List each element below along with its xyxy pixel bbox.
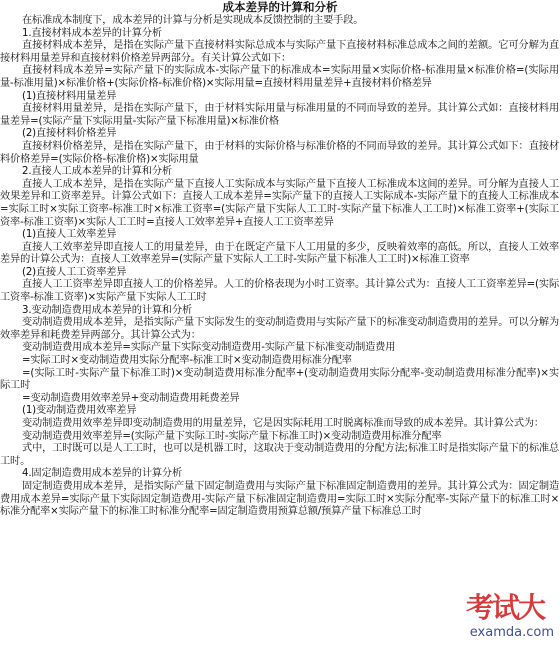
formula-variable-overhead-2: =实际工时×变动制造费用实际分配率-标准工时×变动制造费用标准分配率 bbox=[22, 355, 352, 367]
formula-variable-overhead-4: =变动制造费用效率差异+变动制造费用耗费差异 bbox=[22, 392, 240, 404]
paragraph-labor-rate: 直接人工工资率差异即直接人工的价格差异。人工的价格表现为小时工资率。其计算公式为：直接人工工资率差异=(实际工资率-标准工资率)×实际产量下实际人工工时 bbox=[0, 279, 559, 304]
section-heading-labor: 2.直接人工成本差异的计算和分析 bbox=[22, 166, 172, 178]
paragraph-material-quantity: 直接材料用量差异，是指在实际产量下，由于材料实际用量与标准用量的不同而导致的差异。其计算公式如：直接材料用量差异=(实际产量下实际用量-实际产量下标准用量)×标准价格 bbox=[0, 103, 559, 127]
section-heading-variable-overhead: 3.变动制造费用成本差异的计算和分析 bbox=[22, 304, 193, 316]
subheading-labor-efficiency: (1)直接人工效率差异 bbox=[22, 229, 117, 241]
formula-variable-overhead-efficiency: 变动制造费用效率差异=(实际产量下实际工时-实际产量下标准工时)×变动制造费用标准分配率 bbox=[22, 430, 442, 442]
formula-variable-overhead-1: 变动制造费用成本差异=实际产量下实际变动制造费用-实际产量下标准变动制造费用 bbox=[22, 342, 396, 354]
paragraph-work-hours-note: 式中，工时既可以是人工工时，也可以是机器工时，这取决于变动制造费用的分配方法;标准工时是指实际产量下的标准总工时。 bbox=[0, 443, 559, 467]
subheading-material-quantity: (1)直接材料用量差异 bbox=[22, 90, 117, 102]
formula-variable-overhead-3: =(实际工时-实际产量下标准工时)×变动制造费用标准分配率+(变动制造费用实际分配率-变动制造费用标准分配率)×实际工时 bbox=[0, 367, 559, 392]
subheading-material-price: (2)直接材料价格差异 bbox=[22, 128, 117, 140]
document-title: 成本差异的计算和分析 bbox=[222, 0, 338, 14]
watermark-chinese-text: 考试大 bbox=[465, 591, 544, 624]
section-heading-materials: 1.直接材料成本差异的计算分析 bbox=[22, 27, 162, 39]
watermark-domain-text: examda.com bbox=[469, 625, 554, 640]
paragraph-variable-overhead-efficiency: 变动制造费用效率差异即变动制造费用的用量差异，它是因实际耗用工时脱离标准而导致的成本差异。其计算公式为： bbox=[22, 418, 544, 429]
document-body bbox=[0, 15, 560, 519]
section-heading-fixed-overhead: 4.固定制造费用成本差异的计算分析 bbox=[22, 468, 182, 480]
subheading-labor-rate: (2)直接人工工资率差异 bbox=[22, 266, 127, 278]
paragraph-variable-overhead-definition: 变动制造费用成本差异，是指实际产量下实际发生的变动制造费用与实际产量下的标准变动制造费用的差异。可以分解为效率差异和耗费差异两部分。其计算公式为： bbox=[0, 317, 559, 341]
paragraph-materials-definition: 直接材料成本差异，是指在实际产量下直接材料实际总成本与实际产量下直接材料标准总成本之间的差额。它可分解为直接材料用量差异和直接材料价格差异两部分。有关计算公式如下： bbox=[0, 40, 559, 64]
paragraph-material-price: 直接材料价格差异，是指在实际产量下，由于材料的实际价格与标准价格的不同而导致的差异。其计算公式如下：直接材料价格差异=(实际价格-标准价格)×实际用量 bbox=[0, 140, 559, 165]
subheading-variable-overhead-efficiency: (1)变动制造费用效率差异 bbox=[22, 405, 137, 417]
paragraph-fixed-overhead: 固定制造费用成本差异，是指实际产量下固定制造费用与实际产量下标准固定制造费用的差异。其计算公式为：固定制造费用成本差异=实际产量下实际固定制造费用-实际产量下标准固定制造费用=实际工时×实际分配率-实际产量下的标准工时×标准分配率×实际产量下的标准工时标准分配率=固定制造费用预算总额/预算产量下标准总工时 bbox=[0, 480, 559, 518]
paragraph-intro: 在标准成本制度下，成本差异的计算与分析是实现成本反馈控制的主要手段。 bbox=[22, 15, 364, 26]
site-watermark bbox=[446, 586, 556, 642]
paragraph-labor-efficiency: 直接人工效率差异即直接人工的用量差异，由于在既定产量下人工用量的多少，反映着效率的高低。所以，直接人工效率差异的计算公式为：直接人工效率差异=(实际产量下实际人工工时-实际产量下标准人工工时)×标准工资率 bbox=[0, 241, 559, 266]
paragraph-labor-definition: 直接人工成本差异，是指在实际产量下直接人工实际成本与实际产量下直接人工标准成本这间的差异。可分解为直接人工效果差异和工资率差异。计算公式如下：直接人工成本差异=实际产量下的直接人工实际成本-实际产量下的直接人工标准成本=实际工时×实际工资率-标准工时×标准工资率=(实际产量下实际人工工时-实际产量下标准人工工时)×标准工资率+(实际工资率-标准工资率)×实际人工工时=直接人工效率差异+直接人工工资率差异 bbox=[0, 178, 559, 228]
formula-materials-total: 直接材料成本差异=实际产量下的实际成本-实际产量下的标准成本=实际用量×实际价格-标准用量×标准价格=(实际用量-标准用量)×标准价格+(实际价格-标准价格)×实际用量=直接材料用量差异+直接材料价格差异 bbox=[0, 65, 559, 89]
